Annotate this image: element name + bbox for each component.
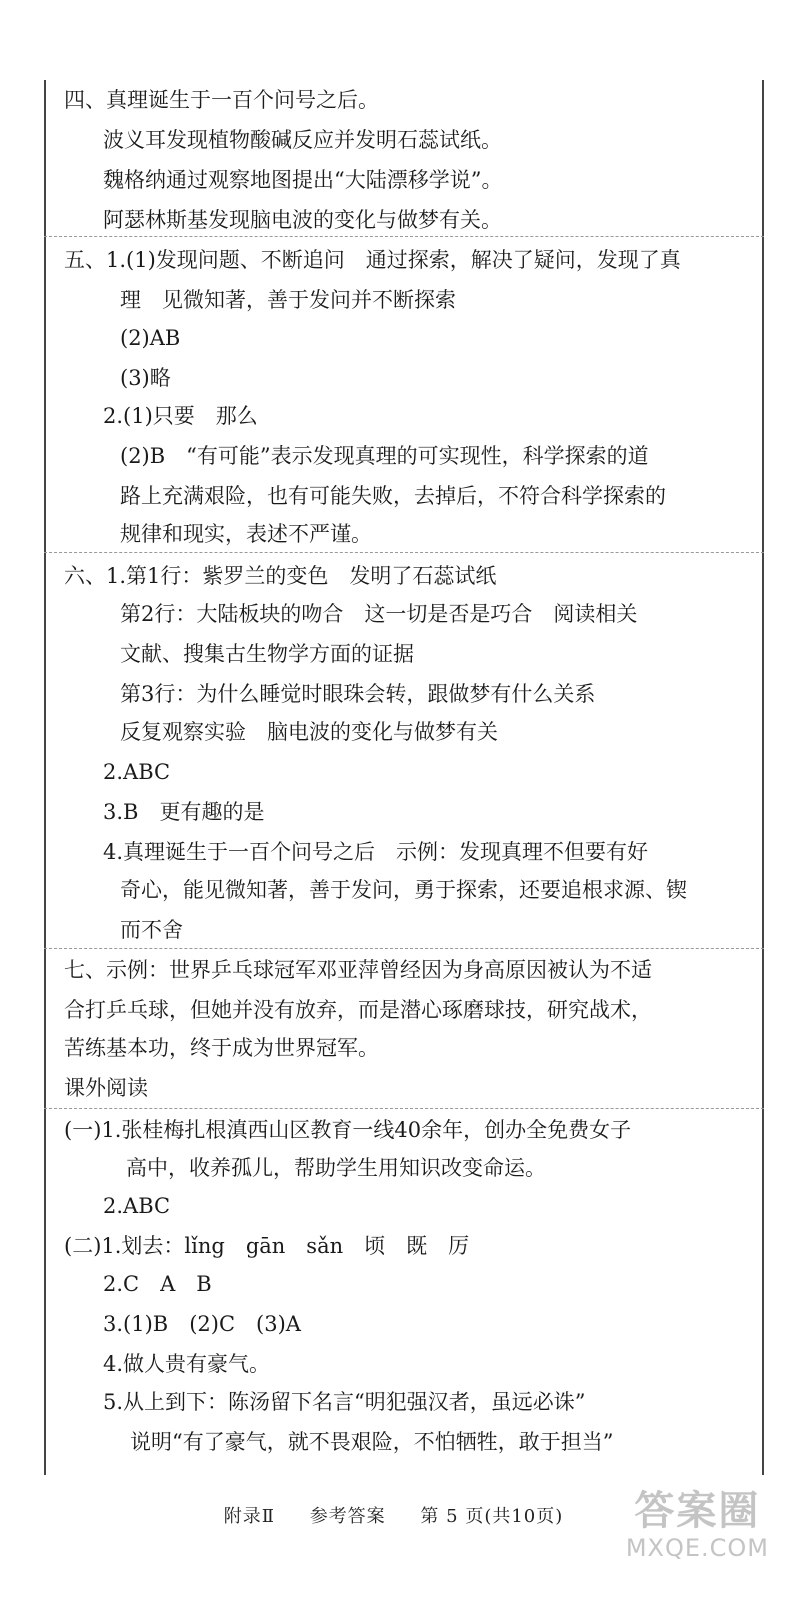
- answer-line: 2.ABC: [103, 760, 171, 784]
- answer-line: 路上充满艰险，也有可能失败，去掉后，不符合科学探索的: [120, 484, 666, 508]
- answer-line: 七、示例：世界乒乓球冠军邓亚萍曾经因为身高原因被认为不适: [64, 958, 652, 982]
- answer-line: 苦练基本功，终于成为世界冠军。: [64, 1036, 379, 1060]
- answer-line: 2.ABC: [103, 1194, 171, 1218]
- answer-line: 六、1.第1行：紫罗兰的变色 发明了石蕊试纸: [64, 564, 497, 588]
- answer-line: 规律和现实，表述不严谨。: [120, 522, 372, 546]
- answer-line: 2.(1)只要 那么: [103, 404, 258, 428]
- answer-line: 第2行：大陆板块的吻合 这一切是否是巧合 阅读相关: [120, 602, 638, 626]
- footer-page-number: 第 5 页(共10页): [420, 1506, 564, 1527]
- answer-line: 反复观察实验 脑电波的变化与做梦有关: [120, 720, 498, 744]
- section-divider: [44, 948, 764, 949]
- answer-line: 而不舍: [120, 918, 183, 942]
- answer-line: (二)1.划去：lǐng gān sǎn 顷 既 厉: [64, 1234, 470, 1258]
- watermark-logo-text: 答案圈: [634, 1487, 761, 1534]
- answer-line: 2.C A B: [103, 1272, 212, 1296]
- page-frame-right-border: [762, 80, 764, 1475]
- answer-line: 高中，收养孤儿，帮助学生用知识改变命运。: [126, 1156, 546, 1180]
- answer-line: 波义耳发现植物酸碱反应并发明石蕊试纸。: [103, 128, 502, 152]
- answer-line: (2)B “有可能”表示发现真理的可实现性，科学探索的道: [120, 444, 649, 468]
- answer-line: (一)1.张桂梅扎根滇西山区教育一线40余年，创办全免费女子: [64, 1118, 632, 1142]
- section-divider: [44, 236, 764, 237]
- answer-line: 魏格纳通过观察地图提出“大陆漂移学说”。: [103, 168, 503, 192]
- watermark-url: MXQE.COM: [625, 1534, 769, 1562]
- answer-line: 4.真理诞生于一百个问号之后 示例：发现真理不但要有好: [103, 840, 649, 864]
- answer-line: 阿瑟林斯基发现脑电波的变化与做梦有关。: [103, 208, 502, 232]
- answer-line: 第3行：为什么睡觉时眼珠会转，跟做梦有什么关系: [120, 682, 596, 706]
- watermark-logo: [626, 1488, 769, 1562]
- answer-line: 5.从上到下：陈汤留下名言“明犯强汉者，虽远必诛”: [103, 1390, 586, 1414]
- answer-line: 五、1.(1)发现问题、不断追问 通过探索，解决了疑问，发现了真: [64, 248, 681, 272]
- answer-line: 文献、搜集古生物学方面的证据: [120, 642, 414, 666]
- section-divider: [44, 1108, 764, 1109]
- answer-line: 3.(1)B (2)C (3)A: [103, 1312, 301, 1336]
- answer-line: (3)略: [120, 366, 171, 390]
- answer-line: 奇心，能见微知著，善于发问，勇于探索，还要追根求源、锲: [120, 878, 687, 902]
- answer-line: 理 见微知著，善于发问并不断探索: [120, 288, 456, 312]
- footer-appendix: 附录Ⅱ: [223, 1506, 275, 1527]
- answer-line: 4.做人贵有豪气。: [103, 1352, 271, 1376]
- answer-line: 四、真理诞生于一百个问号之后。: [64, 88, 379, 112]
- section-divider: [44, 552, 764, 553]
- answer-line: 合打乒乓球，但她并没有放弃，而是潜心琢磨球技，研究战术，: [64, 998, 652, 1022]
- section-heading: 课外阅读: [64, 1076, 148, 1100]
- answer-line: 说明“有了豪气，就不畏艰险，不怕牺牲，敢于担当”: [130, 1430, 614, 1454]
- page-frame-left-border: [44, 80, 46, 1475]
- footer-section-title: 参考答案: [309, 1506, 386, 1527]
- answer-line: (2)AB: [120, 326, 181, 350]
- answer-line: 3.B 更有趣的是: [103, 800, 265, 824]
